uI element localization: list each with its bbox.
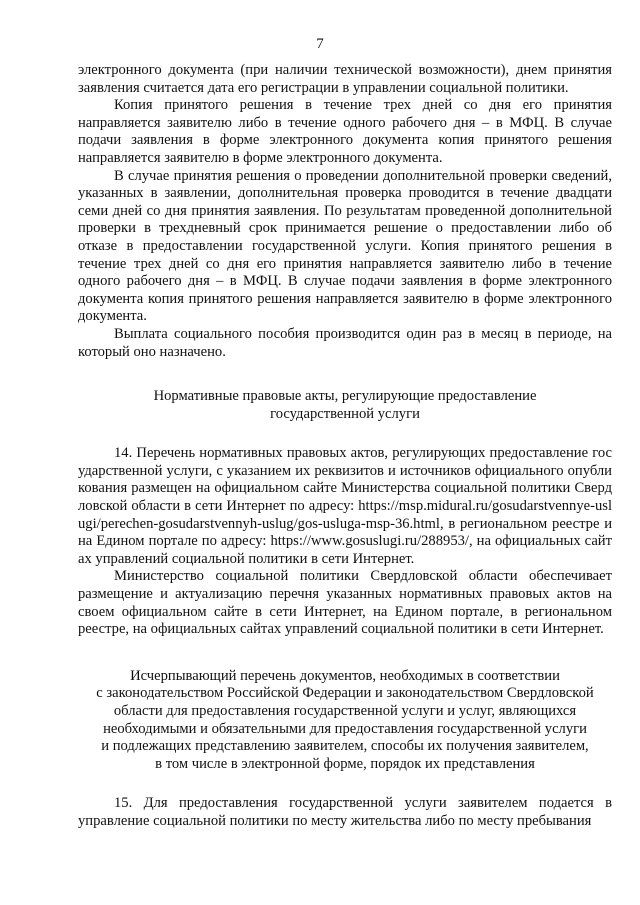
section-heading-legal-acts: Нормативные правовые акты, регулирующие предоставление государственной услуги [153,388,537,422]
paragraph-continuation: электронного документа (при наличии технической возможности), днем принятия заявления считается дата его регистрации в управлении социальной политики. [78,62,612,96]
page-number: 7 [316,36,324,52]
document-body [78,62,612,831]
section-heading-documents: Исчерпывающий перечень документов, необходимых в соответствии с законодательством Российской Федерации и законодательством Свердловской области для предоставления государственной услуги и услуг, являющихся необходимыми и обязательными для предоставления государственной услуги и подлежащих представлению заявителем, способы их получения заявителем, в том числе в электронной форме, порядок их представления [96,667,594,772]
paragraph-14-ministry: Министерство социальной политики Свердловской области обеспечивает размещение и актуализацию перечня указанных нормативных правовых актов на своем официальном сайте в сети Интернет, на Едином портале, в региональном реестре, на официальных сайтах управлений социальной политики в сети Интернет. [78,568,612,638]
paragraph-additional-check: В случае принятия решения о проведении дополнительной проверки сведений, указанных в заявлении, дополнительная проверка проводится в течение двадцати семи дней со дня принятия заявления. По результатам проведенной дополнительной проверки в трехдневный срок принимается решение о предоставлении либо об отказе в предоставлении государственной услуги. Копия принятого решения в течение трех дней со дня его принятия направляется заявителю либо в течение одного рабочего дня – в МФЦ. В случае подачи заявления в форме электронного документа копия принятого решения направляется заявителю в форме электронного документа. [78,167,612,325]
paragraph-15: 15. Для предоставления государственной услуги заявителем подается в управление социальной политики по месту жительства либо по месту пребывания [78,795,612,829]
paragraph-decision-copy: Копия принятого решения в течение трех дней со дня его принятия направляется заявителю либо в течение одного рабочего дня – в МФЦ. В случае подачи заявления в форме электронного документа копия принятого решения направляется заявителю в форме электронного документа. [78,97,612,166]
paragraph-14: 14. Перечень нормативных правовых актов, регулирующих предоставление государственной услуги, с указанием их реквизитов и источников официального опубликования размещен на официальном сайте Министерства социальной политики Свердловской области в сети Интернет по адресу: https://msp.midural.ru/gosudarstvennye-uslugi/perechen-gosudarstvennyh-uslug/gos-usluga-msp-36.html, в региональном реестре и на Едином портале по адресу: https://www.gosuslugi.ru/288953/, на официальных сайтах управлений социальной политики в сети Интернет. [78,445,612,567]
paragraph-payment: Выплата социального пособия производится один раз в месяц в периоде, на который оно назначено. [78,325,612,360]
